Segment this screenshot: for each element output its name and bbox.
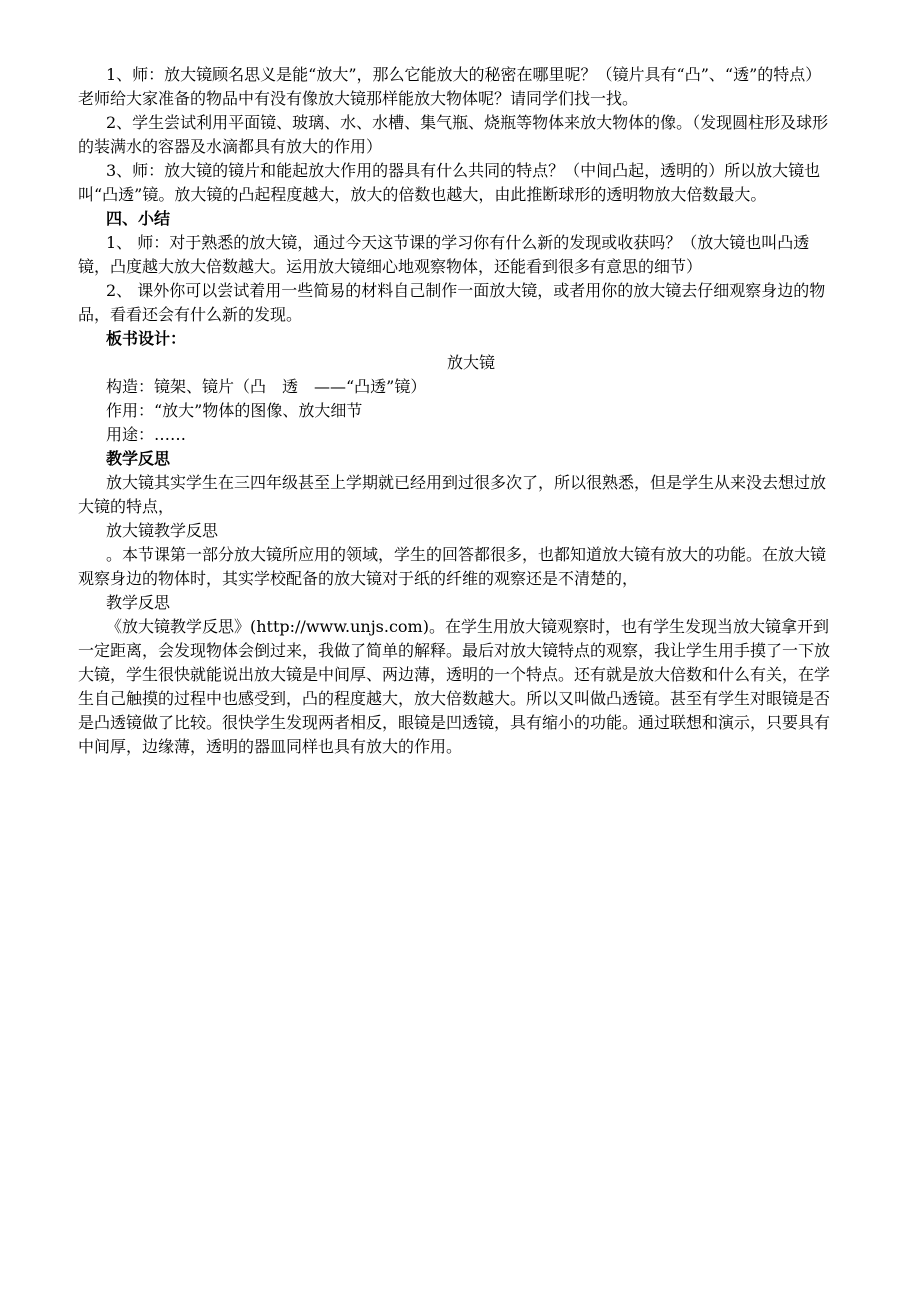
paragraph-step-3: 3、师：放大镜的镜片和能起放大作用的器具有什么共同的特点？（中间凸起，透明的）所以放大镜也叫“凸透”镜。放大镜的凸起程度越大，放大的倍数也越大，由此推断球形的透明物放大倍数最大。 [78,161,821,204]
paragraph-step-2: 2、学生尝试利用平面镜、玻璃、水、水槽、集气瓶、烧瓶等物体来放大物体的像。（发现圆柱形及球形的装满水的容器及水滴都具有放大的作用） [78,113,829,156]
document-body [78,63,836,759]
paragraph-summary-1: 1、 师：对于熟悉的放大镜，通过今天这节课的学习你有什么新的发现或收获吗？（放大镜也叫凸透镜，凸度越大放大倍数越大。运用放大镜细心地观察物体，还能看到很多有意思的细节） [78,233,810,276]
heading-board-design: 板书设计： [106,329,187,348]
board-line-function: 作用：“放大”物体的图像、放大细节 [106,401,363,420]
heading-reflection: 教学反思 [106,449,171,468]
paragraph-reflection-1: 放大镜其实学生在三四年级甚至上学期就已经用到过很多次了，所以很熟悉，但是学生从来没去想过放大镜的特点， [78,473,827,516]
paragraph-reflection-3: 《放大镜教学反思》(http://www.unjs.com)。在学生用放大镜观察时，也有学生发现当放大镜拿开到一定距离，会发现物体会倒过来，我做了简单的解释。最后对放大镜特点的观察，我让学生用手摸了一下放大镜，学生很快就能说出放大镜是中间厚、两边薄，透明的一个特点。还有就是放大倍数和什么有关，在学生自己触摸的过程中也感受到，凸的程度越大，放大倍数越大。所以又叫做凸透镜。甚至有学生对眼镜是否是凸透镜做了比较。很快学生发现两者相反，眼镜是凹透镜，具有缩小的功能。通过联想和演示，只要具有中间厚，边缘薄，透明的器皿同样也具有放大的作用。 [78,617,831,756]
paragraph-step-1: 1、师：放大镜顾名思义是能“放大”，那么它能放大的秘密在哪里呢？（镜片具有“凸”、“透”的特点）老师给大家准备的物品中有没有像放大镜那样能放大物体呢？请同学们找一找。 [78,65,822,108]
reflection-label-1: 放大镜教学反思 [106,521,219,540]
board-line-usage: 用途：…… [106,425,187,444]
board-title: 放大镜 [446,353,495,372]
paragraph-reflection-2: 。本节课第一部分放大镜所应用的领域，学生的回答都很多，也都知道放大镜有放大的功能。在放大镜观察身边的物体时，其实学校配备的放大镜对于纸的纤维的观察还是不清楚的， [78,545,827,588]
board-line-structure: 构造：镜架、镜片（凸 透 ——“凸透”镜） [106,377,427,396]
heading-summary: 四、小结 [106,209,171,228]
paragraph-summary-2: 2、 课外你可以尝试着用一些简易的材料自己制作一面放大镜，或者用你的放大镜去仔细观察身边的物品，看看还会有什么新的发现。 [78,281,826,324]
reflection-label-2: 教学反思 [106,593,171,612]
